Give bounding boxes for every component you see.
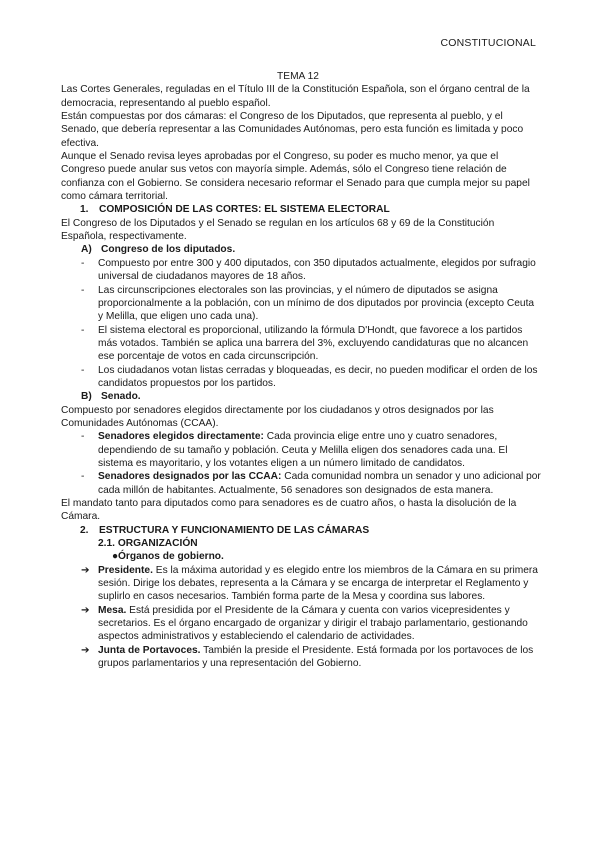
list-item: ➔ Junta de Portavoces. También la preside el Presidente. Está formada por los portavoces de los grupos parlamentarios y una representación del Gobierno. [81, 644, 534, 670]
section-1-heading: 1. COMPOSICIÓN DE LAS CORTES: EL SISTEMA ELECTORAL [80, 204, 390, 216]
bullet-icon: ● [112, 551, 119, 563]
subsection-b-heading: B) Senado. [81, 391, 141, 403]
list-item: - Las circunscripciones electorales son las provincias, y el número de diputados se asigna proporcionalmente a la población, con un mínimo de dos diputados por provincia (excepto Ceuta y Melilla, que eligen uno cada una). [61, 284, 541, 324]
section-1-intro: El Congreso de los Diputados y el Senado se regulan en los artículos 68 y 69 de la Constitución Española, respectivamente. [61, 217, 495, 243]
list-item: ➔ Presidente. Es la máxima autoridad y es elegido entre los miembros de la Cámara en su primera sesión. Dirige los debates, representa a la Cámara y se encarga de interpretar el Reglamento y suplirlo en casos necesarios. También forma parte de la Mesa y coordina sus labores. [81, 564, 538, 603]
senado-intro: Compuesto por senadores elegidos directamente por los ciudadanos y otros designados por las Comunidades Autónomas (CCAA). [61, 404, 494, 429]
senado-list [61, 430, 541, 497]
intro-paragraph: Están compuestas por dos cámaras: el Congreso de los Diputados, que representa al pueblo, y el Senado, que debería representar a las Comunidades Autónomas, pero esta función es limitada y poco efectiva. [61, 111, 524, 149]
arrow-icon: ➔ [81, 564, 90, 576]
page-header: CONSTITUCIONAL [440, 37, 536, 49]
list-item: - El sistema electoral es proporcional, utilizando la fórmula D'Hondt, que favorece a los partidos más votados. También se aplica una barrera del 3%, excluyendo candidaturas que no alcancen ese porcentaje de votos en cada circunscripción. [61, 324, 541, 364]
organos-bullet: ● Órganos de gobierno. [112, 551, 224, 563]
congreso-list [61, 257, 541, 390]
list-item: - Compuesto por entre 300 y 400 diputados, con 350 diputados actualmente, elegidos por sufragio universal de ciudadanos mayores de 18 años. [61, 257, 541, 284]
list-item: - Los ciudadanos votan listas cerradas y bloqueadas, es decir, no pueden modificar el orden de los candidatos propuestos por los partidos. [61, 364, 541, 391]
mandate-paragraph: El mandato tanto para diputados como para senadores es de cuatro años, o hasta la disolución de la Cámara. [61, 498, 517, 523]
arrow-icon: ➔ [81, 604, 90, 616]
section-2-heading: 2. ESTRUCTURA Y FUNCIONAMIENTO DE LAS CÁMARAS [80, 524, 370, 536]
subsection-2-1-heading: 2.1. ORGANIZACIÓN [98, 538, 198, 550]
document-body [61, 70, 541, 670]
intro-paragraph: Las Cortes Generales, reguladas en el Título III de la Constitución Española, son el órgano central de la democracia, representando al pueblo español. [61, 84, 530, 109]
list-item: ➔ Mesa. Está presidida por el Presidente de la Cámara y cuenta con varios vicepresidentes y secretarios. Es el órgano encargado de organizar y dirigir el trabajo parlamentario, gestionando aspectos administrativos y estableciendo el calendario de actividades. [81, 604, 528, 643]
list-item: - Senadores designados por las CCAA: Cada comunidad nombra un senador y uno adicional por cada millón de habitantes. Actualmente, 56 senadores son designados de esta manera. [61, 470, 541, 497]
document-title: TEMA 12 [277, 71, 319, 82]
list-item: - Senadores elegidos directamente: Cada provincia elige entre uno y cuatro senadores, dependiendo de su tamaño y población. Ceuta y Melilla eligen dos senadores cada una. El sistema es mayoritario, y los votantes eligen a un número limitado de candidatos. [61, 430, 541, 470]
subsection-a-heading: A) Congreso de los diputados. [81, 244, 236, 256]
intro-paragraph: Aunque el Senado revisa leyes aprobadas por el Congreso, su poder es mucho menor, ya que el Congreso puede anular sus vetos con mayoría simple. Además, sólo el Congreso tiene relación de confianza con el Gobierno. Se considera necesario reformar el Senado para que cumpla mejor su papel como cámara territorial. [61, 151, 530, 203]
arrow-icon: ➔ [81, 644, 90, 656]
organos-list [61, 564, 541, 671]
